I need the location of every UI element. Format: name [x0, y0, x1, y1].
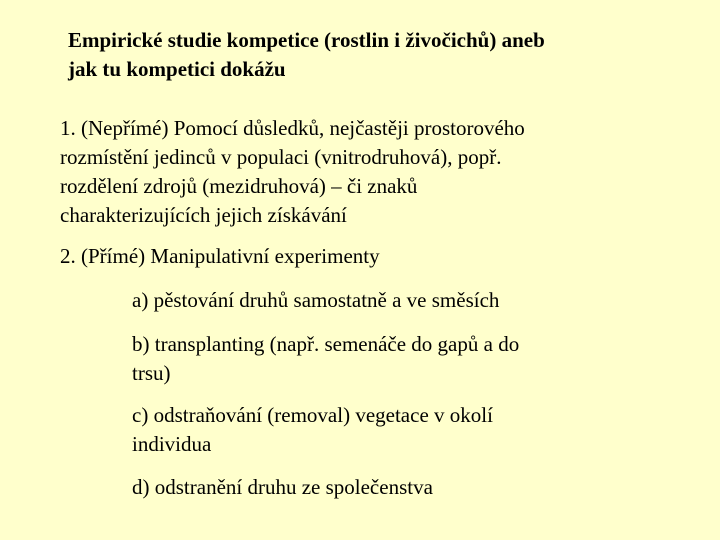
slide-title — [68, 26, 668, 84]
point-line: charakterizujících jejich získávání — [60, 203, 347, 227]
subpoint-d — [132, 473, 672, 502]
slide-title-line: jak tu kompetici dokážu — [68, 57, 286, 81]
subpoint-a — [132, 286, 672, 315]
subpoint-line: a) pěstování druhů samostatně a ve směsích — [132, 288, 500, 312]
subpoint-line: d) odstranění druhu ze společenstva — [132, 475, 433, 499]
subpoint-line: individua — [132, 432, 212, 456]
subpoint-b — [132, 330, 672, 388]
subpoint-line: trsu) — [132, 361, 171, 385]
subpoint-line: b) transplanting (např. semenáče do gapů a do — [132, 332, 520, 356]
point-line: rozmístění jedinců v populaci (vnitrodruhová), popř. — [60, 145, 502, 169]
point-line: 1. (Nepřímé) Pomocí důsledků, nejčastěji prostorového — [60, 116, 525, 140]
slide-title-line: Empirické studie kompetice (rostlin i živočichů) aneb — [68, 28, 545, 52]
subpoint-line: c) odstraňování (removal) vegetace v okolí — [132, 403, 493, 427]
point-line: rozdělení zdrojů (mezidruhová) – či znaků — [60, 174, 418, 198]
point-indirect — [60, 114, 660, 230]
point-direct — [60, 242, 660, 271]
point-line: 2. (Přímé) Manipulativní experimenty — [60, 244, 380, 268]
subpoint-c — [132, 401, 672, 459]
